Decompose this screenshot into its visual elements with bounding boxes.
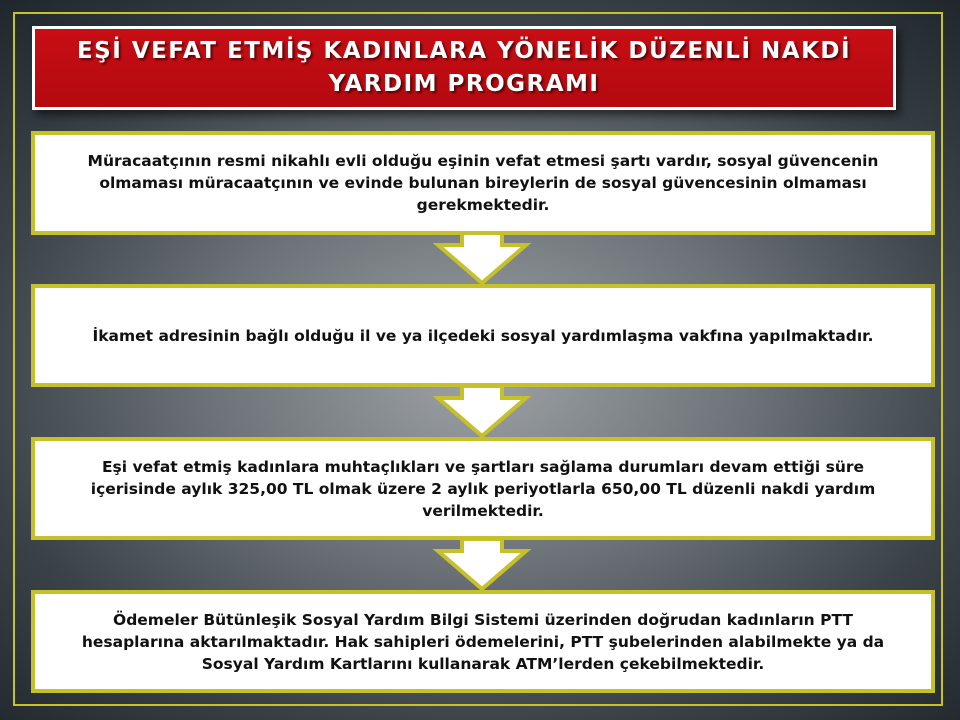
page-title: EŞİ VEFAT ETMİŞ KADINLARA YÖNELİK DÜZENLİ NAKDİ YARDIM PROGRAMI — [76, 38, 852, 97]
down-arrow-icon — [436, 539, 528, 591]
step-box-payment-method — [31, 590, 935, 693]
step-text: Eşi vefat etmiş kadınlara muhtaçlıkları ve şartları sağlama durumları devam ettiği süre içerisinde aylık 325,00 TL olmak üzere 2 aylık periyotlarla 650,00 TL düzenli nakdi yardım verilmektedir. — [90, 457, 876, 520]
step-box-application — [31, 284, 935, 387]
step-box-eligibility — [31, 131, 935, 235]
title-banner — [32, 26, 896, 110]
step-text: Müracaatçının resmi nikahlı evli olduğu eşinin vefat etmesi şartı vardır, sosyal güvencenin olmaması müracaatçının ve evinde bulunan bireylerin de sosyal güvencesinin olmaması gerekmektedir. — [87, 152, 879, 214]
step-box-payment-amount — [31, 437, 935, 540]
down-arrow-icon — [436, 233, 528, 285]
down-arrow-icon — [436, 386, 528, 438]
step-text: İkamet adresinin bağlı olduğu il ve ya ilçedeki sosyal yardımlaşma vakfına yapılmaktadır. — [92, 326, 874, 345]
step-text: Ödemeler Bütünleşik Sosyal Yardım Bilgi Sistemi üzerinden doğrudan kadınların PTT hesaplarına aktarılmaktadır. Hak sahipleri ödemelerini, PTT şubelerinden alabilmekte ya da Sosyal Yardım Kartlarını kullanarak ATM’lerden çekebilmektedir. — [81, 610, 885, 673]
